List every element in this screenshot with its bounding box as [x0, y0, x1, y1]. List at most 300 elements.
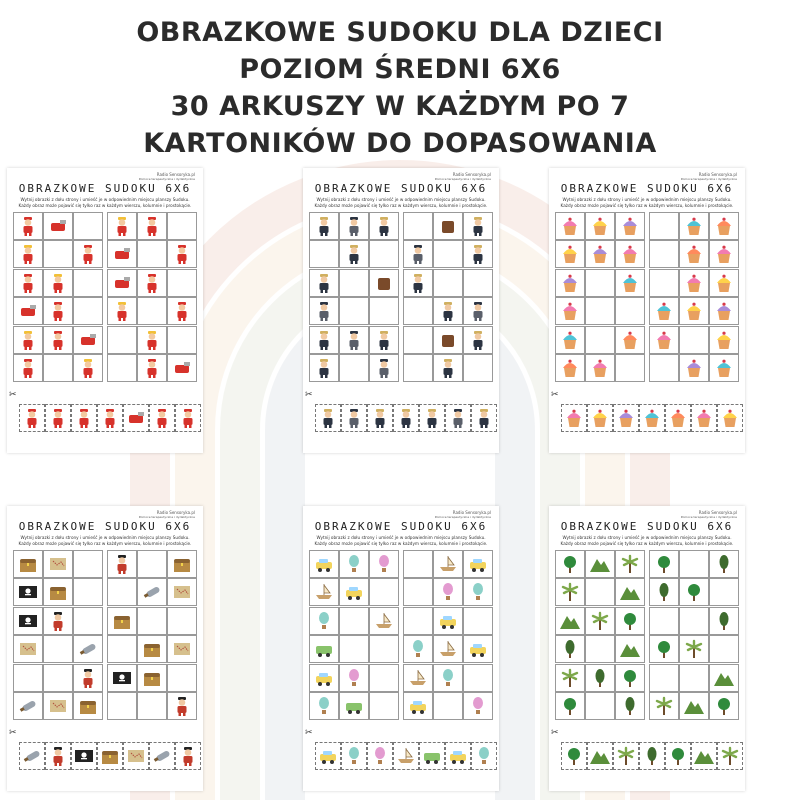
sudoku-cell[interactable] — [309, 354, 339, 382]
sudoku-cell[interactable] — [309, 326, 339, 354]
sheet-instruction-line: Wytnij obrazki z dołu strony i umieść je w odpowiednim miejscu planszy Sudoku. — [316, 197, 486, 202]
sheet-brand-name: Radio Sensoryka.pl — [698, 172, 737, 177]
cutout-card[interactable] — [717, 404, 743, 432]
sudoku-cell[interactable] — [43, 297, 73, 325]
sudoku-cell[interactable] — [73, 212, 103, 240]
sudoku-cell[interactable] — [43, 326, 73, 354]
cutout-card[interactable] — [367, 404, 393, 432]
cupcake-icon — [653, 300, 675, 322]
cutout-card[interactable] — [149, 742, 175, 770]
sudoku-cell[interactable] — [167, 269, 197, 297]
cutout-card[interactable] — [639, 404, 665, 432]
sudoku-cell[interactable] — [107, 297, 137, 325]
sudoku-cell[interactable] — [403, 692, 433, 720]
cutout-card[interactable] — [123, 742, 149, 770]
sudoku-cell[interactable] — [137, 354, 167, 382]
sudoku-cell[interactable] — [167, 664, 197, 692]
sudoku-cell[interactable] — [463, 664, 493, 692]
sudoku-cell[interactable] — [555, 354, 585, 382]
sudoku-cell[interactable] — [585, 269, 615, 297]
sudoku-cell[interactable] — [615, 664, 645, 692]
sudoku-cell[interactable] — [649, 550, 679, 578]
sudoku-cell[interactable] — [709, 212, 739, 240]
cutout-card[interactable] — [561, 742, 587, 770]
sudoku-cell[interactable] — [709, 664, 739, 692]
sudoku-cell[interactable] — [463, 692, 493, 720]
sudoku-cell[interactable] — [369, 297, 399, 325]
sudoku-cell[interactable] — [433, 607, 463, 635]
sudoku-cell[interactable] — [167, 550, 197, 578]
sudoku-cell[interactable] — [137, 297, 167, 325]
sudoku-cell[interactable] — [585, 326, 615, 354]
sudoku-cell[interactable] — [555, 240, 585, 268]
cutout-card[interactable] — [19, 742, 45, 770]
sheet-instructions — [555, 535, 739, 547]
transport-icon — [369, 745, 391, 767]
firefighter-icon — [99, 407, 121, 429]
sudoku-cell[interactable] — [43, 269, 73, 297]
sudoku-cell[interactable] — [463, 326, 493, 354]
sudoku-cell[interactable] — [709, 354, 739, 382]
sudoku-cell[interactable] — [679, 240, 709, 268]
sudoku-cell[interactable] — [403, 550, 433, 578]
sudoku-cell[interactable] — [403, 297, 433, 325]
sudoku-cell[interactable] — [709, 635, 739, 663]
sudoku-cell[interactable] — [137, 212, 167, 240]
sudoku-cell[interactable] — [679, 635, 709, 663]
sudoku-cell[interactable] — [615, 212, 645, 240]
sudoku-cell[interactable] — [13, 664, 43, 692]
sudoku-cell[interactable] — [369, 578, 399, 606]
sudoku-cell[interactable] — [167, 354, 197, 382]
sheet-title: OBRAZKOWE SUDOKU 6X6 — [18, 520, 192, 533]
sudoku-cell[interactable] — [709, 240, 739, 268]
sudoku-cell[interactable] — [649, 240, 679, 268]
sudoku-cell[interactable] — [555, 607, 585, 635]
sudoku-cell[interactable] — [309, 550, 339, 578]
sudoku-cell[interactable] — [137, 550, 167, 578]
cutout-card[interactable] — [149, 404, 175, 432]
sudoku-cell[interactable] — [433, 635, 463, 663]
sudoku-cell[interactable] — [339, 212, 369, 240]
sudoku-cell[interactable] — [13, 212, 43, 240]
sudoku-cell[interactable] — [403, 212, 433, 240]
sudoku-cell[interactable] — [649, 354, 679, 382]
sudoku-cell[interactable] — [43, 635, 73, 663]
sudoku-cell[interactable] — [463, 297, 493, 325]
sudoku-cell[interactable] — [309, 664, 339, 692]
cutout-card[interactable] — [315, 742, 341, 770]
sudoku-cell[interactable] — [369, 635, 399, 663]
sudoku-cell[interactable] — [369, 664, 399, 692]
sudoku-cell[interactable] — [403, 269, 433, 297]
sudoku-cell[interactable] — [107, 578, 137, 606]
sudoku-cell[interactable] — [369, 212, 399, 240]
sudoku-cell[interactable] — [463, 550, 493, 578]
sudoku-cell[interactable] — [107, 664, 137, 692]
sudoku-cell[interactable] — [433, 269, 463, 297]
sudoku-cell[interactable] — [615, 354, 645, 382]
sudoku-cell[interactable] — [43, 607, 73, 635]
sudoku-cell[interactable] — [709, 692, 739, 720]
sudoku-cell[interactable] — [339, 635, 369, 663]
sudoku-cell[interactable] — [615, 692, 645, 720]
sudoku-cell[interactable] — [709, 269, 739, 297]
cupcake-icon — [641, 407, 663, 429]
firefighter-icon — [111, 272, 133, 294]
sudoku-cell[interactable] — [585, 692, 615, 720]
trees-icon — [619, 638, 641, 660]
sudoku-cell[interactable] — [369, 550, 399, 578]
sudoku-cell[interactable] — [433, 212, 463, 240]
cutout-card[interactable] — [639, 742, 665, 770]
cutout-card[interactable] — [613, 404, 639, 432]
sudoku-cell[interactable] — [555, 550, 585, 578]
sudoku-cell[interactable] — [585, 664, 615, 692]
sheet-brand-name: Radio Sensoryka.pl — [156, 172, 195, 177]
sudoku-cell[interactable] — [339, 550, 369, 578]
sudoku-cell[interactable] — [137, 692, 167, 720]
sudoku-cell[interactable] — [13, 240, 43, 268]
sudoku-cell[interactable] — [463, 635, 493, 663]
sudoku-cell[interactable] — [107, 240, 137, 268]
sudoku-cell[interactable] — [73, 692, 103, 720]
transport-icon — [407, 695, 429, 717]
sudoku-cell[interactable] — [43, 354, 73, 382]
cutout-card[interactable] — [717, 742, 743, 770]
sudoku-cell[interactable] — [339, 578, 369, 606]
sudoku-cell[interactable] — [309, 578, 339, 606]
sudoku-cell[interactable] — [433, 297, 463, 325]
sudoku-cell[interactable] — [339, 269, 369, 297]
sudoku-cell[interactable] — [13, 550, 43, 578]
sudoku-cell[interactable] — [73, 269, 103, 297]
cutout-card[interactable] — [45, 404, 71, 432]
cutout-card[interactable] — [175, 404, 201, 432]
sudoku-cell[interactable] — [615, 550, 645, 578]
sudoku-cell[interactable] — [679, 578, 709, 606]
sudoku-cell[interactable] — [649, 635, 679, 663]
sudoku-cell[interactable] — [369, 692, 399, 720]
cutout-card[interactable] — [315, 404, 341, 432]
sudoku-cell[interactable] — [369, 607, 399, 635]
sudoku-cell[interactable] — [709, 297, 739, 325]
trees-icon — [559, 667, 581, 689]
sudoku-cell[interactable] — [709, 607, 739, 635]
sudoku-cell[interactable] — [615, 578, 645, 606]
sudoku-cell[interactable] — [73, 354, 103, 382]
sudoku-cell[interactable] — [709, 326, 739, 354]
sheet-instructions — [13, 535, 197, 547]
sudoku-cell[interactable] — [615, 607, 645, 635]
sudoku-cell[interactable] — [615, 240, 645, 268]
sudoku-cell[interactable] — [369, 240, 399, 268]
sudoku-cell[interactable] — [463, 269, 493, 297]
sudoku-cell[interactable] — [107, 212, 137, 240]
sudoku-cell[interactable] — [107, 354, 137, 382]
sudoku-cell[interactable] — [73, 240, 103, 268]
sudoku-cell[interactable] — [555, 212, 585, 240]
sudoku-cell[interactable] — [43, 692, 73, 720]
sudoku-cell[interactable] — [555, 635, 585, 663]
sudoku-cell[interactable] — [403, 578, 433, 606]
sudoku-cell[interactable] — [433, 354, 463, 382]
cutout-card[interactable] — [45, 742, 71, 770]
sudoku-cell[interactable] — [73, 578, 103, 606]
sudoku-cell[interactable] — [167, 692, 197, 720]
cutout-card[interactable] — [665, 404, 691, 432]
cutout-card[interactable] — [367, 742, 393, 770]
sudoku-cell[interactable] — [555, 664, 585, 692]
cutout-card[interactable] — [561, 404, 587, 432]
sudoku-cell[interactable] — [73, 297, 103, 325]
sudoku-cell[interactable] — [403, 326, 433, 354]
sudoku-cell[interactable] — [339, 692, 369, 720]
sudoku-cell[interactable] — [463, 354, 493, 382]
cutout-card[interactable] — [71, 404, 97, 432]
sudoku-cell[interactable] — [433, 578, 463, 606]
sudoku-cell[interactable] — [309, 297, 339, 325]
sudoku-cell[interactable] — [679, 354, 709, 382]
sudoku-cell[interactable] — [339, 240, 369, 268]
sudoku-cell[interactable] — [649, 692, 679, 720]
sudoku-cell[interactable] — [463, 240, 493, 268]
cupcake-icon — [683, 272, 705, 294]
sudoku-cell[interactable] — [369, 354, 399, 382]
sudoku-cell[interactable] — [555, 297, 585, 325]
sudoku-cell[interactable] — [339, 664, 369, 692]
sudoku-cell[interactable] — [137, 607, 167, 635]
sudoku-cell[interactable] — [403, 354, 433, 382]
sudoku-cell[interactable] — [433, 692, 463, 720]
cutout-strip — [9, 390, 199, 434]
sudoku-cell[interactable] — [13, 326, 43, 354]
sudoku-cell[interactable] — [369, 269, 399, 297]
cutout-card[interactable] — [691, 742, 717, 770]
sudoku-cell[interactable] — [585, 297, 615, 325]
firefighter-icon — [17, 329, 39, 351]
sudoku-cell[interactable] — [649, 578, 679, 606]
cutout-card[interactable] — [613, 742, 639, 770]
cupcake-icon — [559, 300, 581, 322]
sudoku-cell[interactable] — [433, 550, 463, 578]
pirate-icon — [171, 553, 193, 575]
sudoku-cell[interactable] — [13, 607, 43, 635]
pirate-icon — [141, 581, 163, 603]
cutout-strip — [305, 390, 495, 434]
cutout-card[interactable] — [445, 404, 471, 432]
sudoku-cell[interactable] — [585, 578, 615, 606]
trees-icon — [619, 695, 641, 717]
sudoku-cell[interactable] — [585, 212, 615, 240]
sudoku-cell[interactable] — [679, 607, 709, 635]
sudoku-cell[interactable] — [309, 692, 339, 720]
sudoku-cell[interactable] — [13, 297, 43, 325]
sudoku-cell[interactable] — [167, 635, 197, 663]
sudoku-cell[interactable] — [309, 212, 339, 240]
pilot-icon — [313, 329, 335, 351]
sudoku-cell[interactable] — [73, 635, 103, 663]
sudoku-cell[interactable] — [555, 269, 585, 297]
sudoku-cell[interactable] — [13, 269, 43, 297]
trees-icon — [713, 610, 735, 632]
sheet-instruction-line: Wytnij obrazki z dołu strony i umieść je w odpowiednim miejscu planszy Sudoku. — [562, 197, 732, 202]
cutout-card[interactable] — [691, 404, 717, 432]
sudoku-cell[interactable] — [649, 607, 679, 635]
trees-icon — [667, 745, 689, 767]
sudoku-cell[interactable] — [369, 326, 399, 354]
sudoku-cell[interactable] — [709, 578, 739, 606]
sudoku-cell[interactable] — [403, 607, 433, 635]
sheet-brand-name: Radio Sensoryka.pl — [452, 172, 491, 177]
firefighter-icon — [17, 300, 39, 322]
sudoku-cell[interactable] — [309, 607, 339, 635]
sudoku-cell[interactable] — [649, 212, 679, 240]
sudoku-cell[interactable] — [107, 550, 137, 578]
cutout-card[interactable] — [587, 742, 613, 770]
cutout-card[interactable] — [97, 742, 123, 770]
sudoku-cell[interactable] — [679, 212, 709, 240]
sudoku-cell[interactable] — [403, 240, 433, 268]
sudoku-cell[interactable] — [73, 550, 103, 578]
sheet-instructions — [309, 535, 493, 547]
sheet-brand-name: Radio Sensoryka.pl — [452, 510, 491, 515]
sudoku-cell[interactable] — [649, 297, 679, 325]
sudoku-cell[interactable] — [555, 578, 585, 606]
sudoku-cell[interactable] — [679, 692, 709, 720]
sudoku-cell[interactable] — [107, 269, 137, 297]
sudoku-cell[interactable] — [167, 326, 197, 354]
sudoku-cell[interactable] — [13, 692, 43, 720]
sudoku-cell[interactable] — [585, 240, 615, 268]
cutout-card[interactable] — [393, 404, 419, 432]
cutout-card[interactable] — [393, 742, 419, 770]
cutout-strip — [551, 390, 741, 434]
sudoku-cell[interactable] — [679, 664, 709, 692]
sudoku-cell[interactable] — [463, 578, 493, 606]
sudoku-cell[interactable] — [339, 354, 369, 382]
sudoku-cell[interactable] — [615, 297, 645, 325]
sudoku-cell[interactable] — [43, 212, 73, 240]
sudoku-cell[interactable] — [43, 550, 73, 578]
sudoku-cell[interactable] — [555, 692, 585, 720]
sudoku-cell[interactable] — [107, 326, 137, 354]
sudoku-cell[interactable] — [463, 607, 493, 635]
sudoku-cell[interactable] — [339, 297, 369, 325]
cutout-card[interactable] — [471, 404, 497, 432]
worksheet-pirate — [7, 506, 203, 791]
sudoku-cell[interactable] — [679, 550, 709, 578]
sudoku-cell[interactable] — [463, 212, 493, 240]
sudoku-cell[interactable] — [339, 326, 369, 354]
sheet-title: OBRAZKOWE SUDOKU 6X6 — [314, 182, 488, 195]
sudoku-cell[interactable] — [73, 664, 103, 692]
sudoku-cell[interactable] — [167, 240, 197, 268]
transport-icon — [313, 638, 335, 660]
cutout-card[interactable] — [19, 404, 45, 432]
sudoku-cell[interactable] — [649, 664, 679, 692]
sudoku-cell[interactable] — [649, 269, 679, 297]
sudoku-cell[interactable] — [615, 269, 645, 297]
pilot-icon — [437, 215, 459, 237]
sudoku-cell[interactable] — [585, 354, 615, 382]
sudoku-cell[interactable] — [43, 664, 73, 692]
sudoku-cell[interactable] — [679, 326, 709, 354]
cutout-card[interactable] — [419, 404, 445, 432]
sudoku-cell[interactable] — [43, 240, 73, 268]
sudoku-cell[interactable] — [709, 550, 739, 578]
sudoku-cell[interactable] — [615, 326, 645, 354]
sudoku-cell[interactable] — [167, 297, 197, 325]
sudoku-cell[interactable] — [433, 240, 463, 268]
sudoku-cell[interactable] — [585, 635, 615, 663]
pilot-icon — [395, 407, 417, 429]
sheet-instruction-line: Wytnij obrazki z dołu strony i umieść je w odpowiednim miejscu planszy Sudoku. — [20, 535, 190, 540]
cutout-card[interactable] — [341, 742, 367, 770]
trees-icon — [653, 695, 675, 717]
sudoku-cell[interactable] — [679, 297, 709, 325]
sudoku-cell[interactable] — [585, 607, 615, 635]
sudoku-cell[interactable] — [167, 212, 197, 240]
cutout-card[interactable] — [419, 742, 445, 770]
sudoku-cell[interactable] — [339, 607, 369, 635]
sudoku-cell[interactable] — [137, 269, 167, 297]
sudoku-cell[interactable] — [137, 635, 167, 663]
sudoku-cell[interactable] — [679, 269, 709, 297]
sudoku-cell[interactable] — [309, 240, 339, 268]
sudoku-cell[interactable] — [13, 635, 43, 663]
cutout-card[interactable] — [97, 404, 123, 432]
sudoku-cell[interactable] — [403, 635, 433, 663]
cutout-card[interactable] — [587, 404, 613, 432]
cutout-card[interactable] — [71, 742, 97, 770]
cutout-card[interactable] — [471, 742, 497, 770]
sudoku-cell[interactable] — [107, 607, 137, 635]
sudoku-cell[interactable] — [433, 664, 463, 692]
cutout-card[interactable] — [123, 404, 149, 432]
sudoku-cell[interactable] — [309, 635, 339, 663]
sudoku-cell[interactable] — [309, 269, 339, 297]
cutout-card[interactable] — [341, 404, 367, 432]
sudoku-cell[interactable] — [615, 635, 645, 663]
sudoku-cell[interactable] — [73, 607, 103, 635]
sudoku-cell[interactable] — [13, 578, 43, 606]
cutout-card[interactable] — [445, 742, 471, 770]
cutout-card[interactable] — [175, 742, 201, 770]
sudoku-cell[interactable] — [13, 354, 43, 382]
sudoku-cell[interactable] — [649, 326, 679, 354]
sudoku-cell[interactable] — [107, 635, 137, 663]
sudoku-cell[interactable] — [585, 550, 615, 578]
sudoku-cell[interactable] — [555, 326, 585, 354]
trees-icon — [559, 638, 581, 660]
sudoku-cell[interactable] — [137, 240, 167, 268]
sudoku-cell[interactable] — [137, 326, 167, 354]
sudoku-cell[interactable] — [403, 664, 433, 692]
sudoku-cell[interactable] — [167, 578, 197, 606]
sudoku-cell[interactable] — [107, 692, 137, 720]
sudoku-cell[interactable] — [167, 607, 197, 635]
firefighter-icon — [47, 407, 69, 429]
cutout-card[interactable] — [665, 742, 691, 770]
sudoku-cell[interactable] — [433, 326, 463, 354]
sheet-instruction-line: Każdy obraz może pojawić się tylko raz w każdym wierszu, kolumnie i prostokącie. — [560, 541, 734, 546]
trees-icon — [693, 745, 715, 767]
sudoku-cell[interactable] — [137, 664, 167, 692]
sudoku-cell[interactable] — [43, 578, 73, 606]
sudoku-cell[interactable] — [73, 326, 103, 354]
sudoku-cell[interactable] — [137, 578, 167, 606]
